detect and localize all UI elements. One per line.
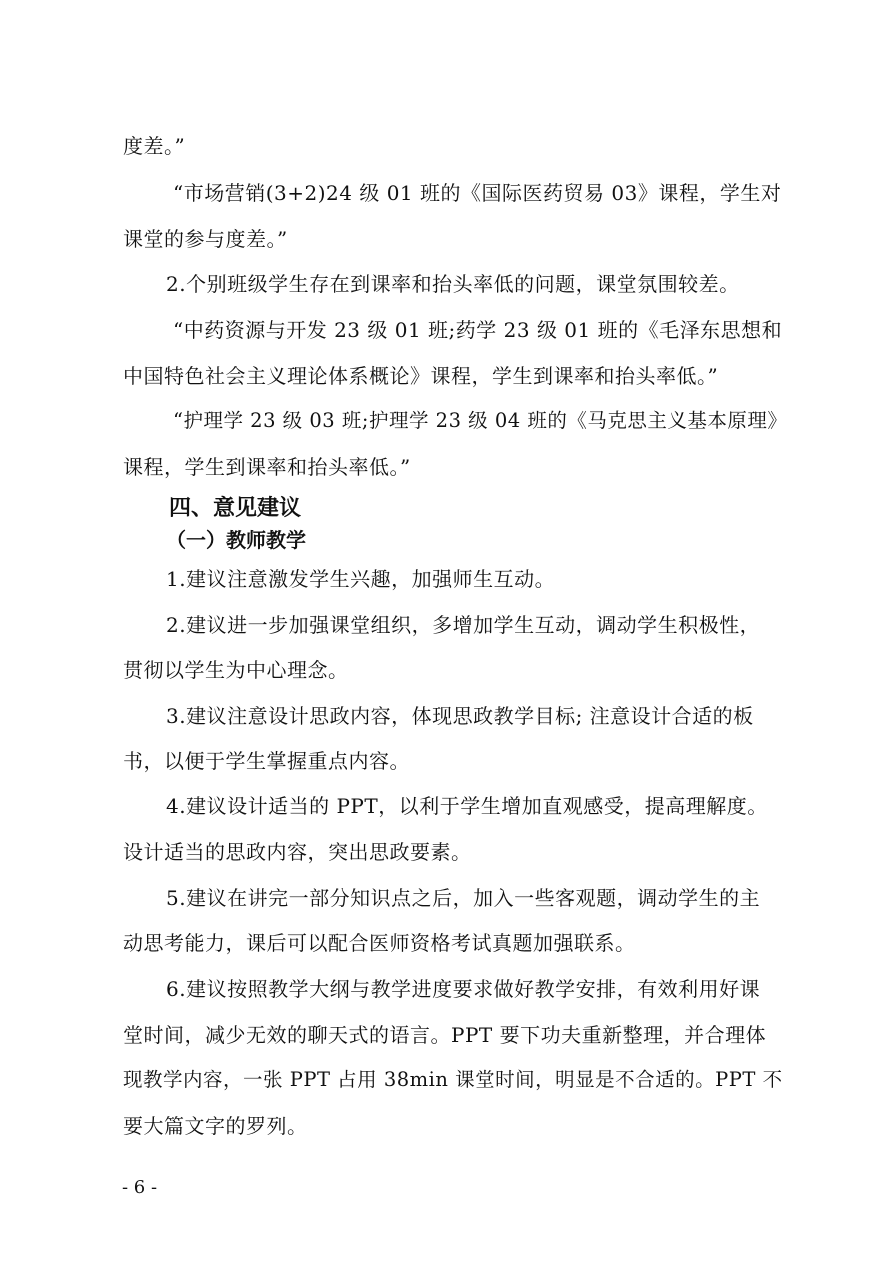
section-heading: 四、意见建议 — [169, 496, 302, 521]
suggestion-line: 动思考能力，课后可以配合医师资格考试真题加强联系。 — [123, 931, 636, 955]
suggestion-line: 5.建议在讲完一部分知识点之后，加入一些客观题，调动学生的主 — [166, 886, 761, 910]
paragraph-line: “护理学 23 级 03 班;护理学 23 级 04 班的《马克思主义基本原理》 — [173, 409, 788, 432]
paragraph-line: “中药资源与开发 23 级 01 班;药学 23 级 01 班的《毛泽东思想和 — [173, 318, 783, 342]
suggestion-line: 4.建议设计适当的 PPT，以利于学生增加直观感受，提高理解度。 — [166, 794, 768, 818]
suggestion-line: 贯彻以学生为中心理念。 — [123, 658, 349, 682]
page-number: - 6 - — [122, 1177, 158, 1198]
paragraph-line: 课堂的参与度差。” — [123, 227, 288, 251]
suggestion-line: 6.建议按照教学大纲与教学进度要求做好教学安排，有效利用好课 — [166, 977, 761, 1001]
paragraph-line: 中国特色社会主义理论体系概论》课程，学生到课率和抬头率低。” — [123, 364, 719, 388]
subsection-heading: （一）教师教学 — [166, 528, 306, 552]
suggestion-line: 书，以便于学生掌握重点内容。 — [123, 749, 410, 773]
suggestion-line: 2.建议进一步加强课堂组织，多增加学生互动，调动学生积极性， — [166, 613, 761, 637]
suggestion-line: 要大篇文字的罗列。 — [123, 1114, 308, 1138]
paragraph-line: 课程，学生到课率和抬头率低。” — [123, 455, 411, 479]
suggestion-line: 堂时间，减少无效的聊天式的语言。PPT 要下功夫重新整理，并合理体 — [123, 1023, 767, 1047]
paragraph-line: 2.个别班级学生存在到课率和抬头率低的问题，课堂氛围较差。 — [166, 272, 740, 296]
suggestion-line: 设计适当的思政内容，突出思政要素。 — [123, 840, 472, 864]
suggestion-line: 3.建议注意设计思政内容，体现思政教学目标; 注意设计合适的板 — [166, 704, 754, 728]
suggestion-line: 现教学内容，一张 PPT 占用 38min 课堂时间，明显是不合适的。PPT 不 — [123, 1068, 783, 1091]
paragraph-line: 度差。” — [123, 134, 186, 158]
paragraph-line: “市场营销(3+2)24 级 01 班的《国际医药贸易 03》课程，学生对 — [173, 181, 782, 205]
suggestion-line: 1.建议注意激发学生兴趣，加强师生互动。 — [166, 567, 556, 591]
